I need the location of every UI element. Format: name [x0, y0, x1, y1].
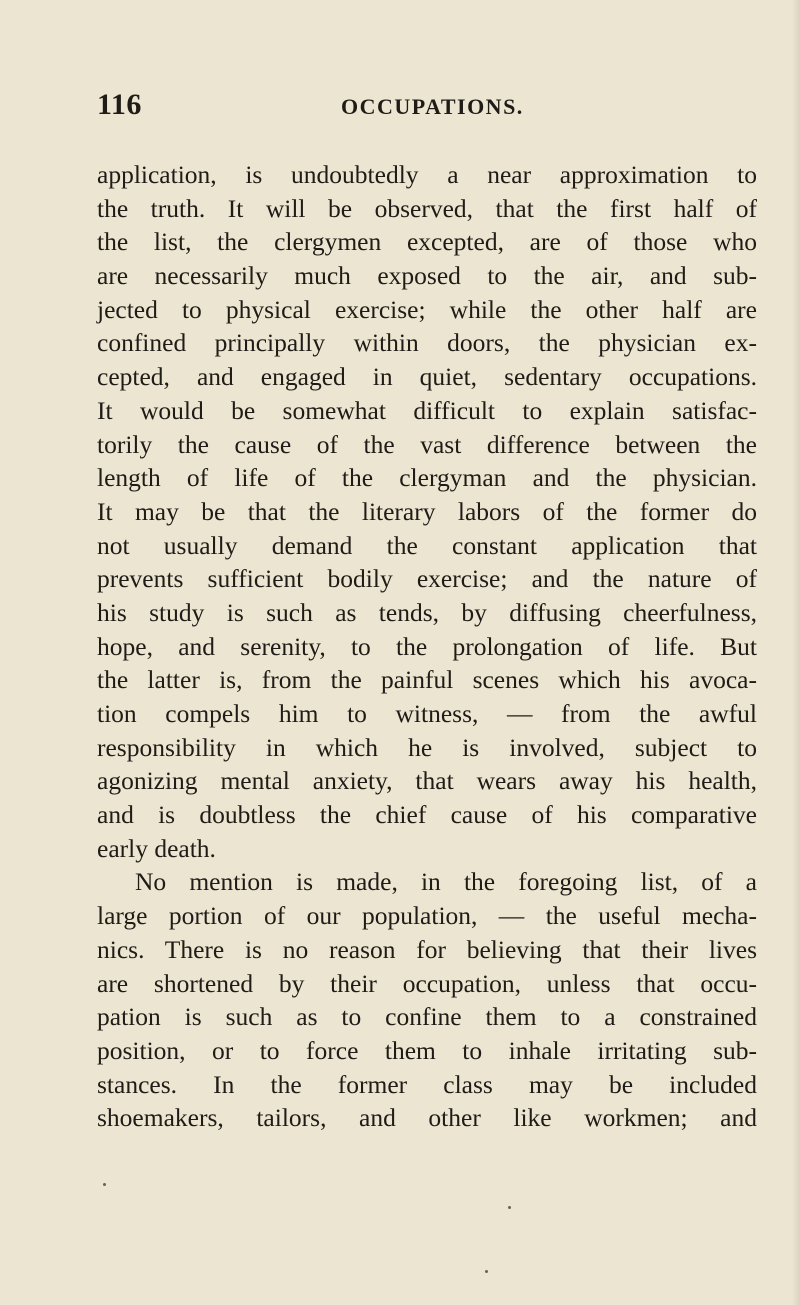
text-line: are shortened by their occupation, unless that occu- [97, 968, 757, 998]
text-line: large portion of our population, — the useful mecha- [97, 901, 757, 931]
text-line: the truth. It will be observed, that the first half of [97, 193, 757, 223]
text-line: tion compels him to witness, — from the awful [97, 699, 757, 728]
text-line: nics. There is no reason for believing that their lives [97, 934, 757, 964]
text-line: application, is undoubtedly a near approximation to [97, 160, 757, 189]
text-line: responsibility in which he is involved, subject to [97, 732, 757, 762]
running-head [97, 88, 737, 128]
text-line: prevents sufficient bodily exercise; and the nature of [97, 564, 757, 594]
text-line: stances. In the former class may be included [97, 1069, 757, 1099]
text-line: jected to physical exercise; while the other half are [97, 294, 757, 324]
speck [508, 1206, 511, 1209]
text-line: are necessarily much exposed to the air, and sub- [97, 261, 757, 291]
text-line: It would be somewhat difficult to explain satisfac- [97, 395, 757, 425]
text-line: agonizing mental anxiety, that wears away his health, [97, 766, 757, 796]
speck [103, 1183, 106, 1186]
text-line: and is doubtless the chief cause of his comparative [97, 800, 757, 830]
text-line: torily the cause of the vast difference between the [97, 429, 757, 459]
text-line: position, or to force them to inhale irritating sub- [97, 1035, 757, 1065]
text-line: It may be that the literary labors of the former do [97, 496, 757, 526]
text-line: the latter is, from the painful scenes which his avoca- [97, 665, 757, 695]
running-title: OCCUPATIONS. [341, 94, 524, 119]
speck [485, 1270, 488, 1273]
text-line: confined principally within doors, the physician ex- [97, 328, 757, 358]
text-line: not usually demand the constant application that [97, 530, 757, 560]
text-line: the list, the clergymen excepted, are of those who [97, 227, 757, 257]
body-text [97, 158, 757, 1135]
text-line: early death. [97, 833, 216, 863]
text-line: length of life of the clergyman and the physician. [97, 463, 757, 493]
text-line: No mention is made, in the foregoing list, of a [135, 867, 757, 897]
text-line: hope, and serenity, to the prolongation of life. But [97, 631, 757, 661]
text-line: his study is such as tends, by diffusing cheerfulness, [97, 597, 757, 627]
text-line: pation is such as to confine them to a constrained [97, 1002, 757, 1032]
page-edge-shadow [792, 0, 800, 1305]
text-line: shoemakers, tailors, and other like workmen; and [97, 1103, 757, 1133]
text-line: cepted, and engaged in quiet, sedentary occupations. [97, 362, 757, 392]
page-number: 116 [97, 88, 142, 121]
